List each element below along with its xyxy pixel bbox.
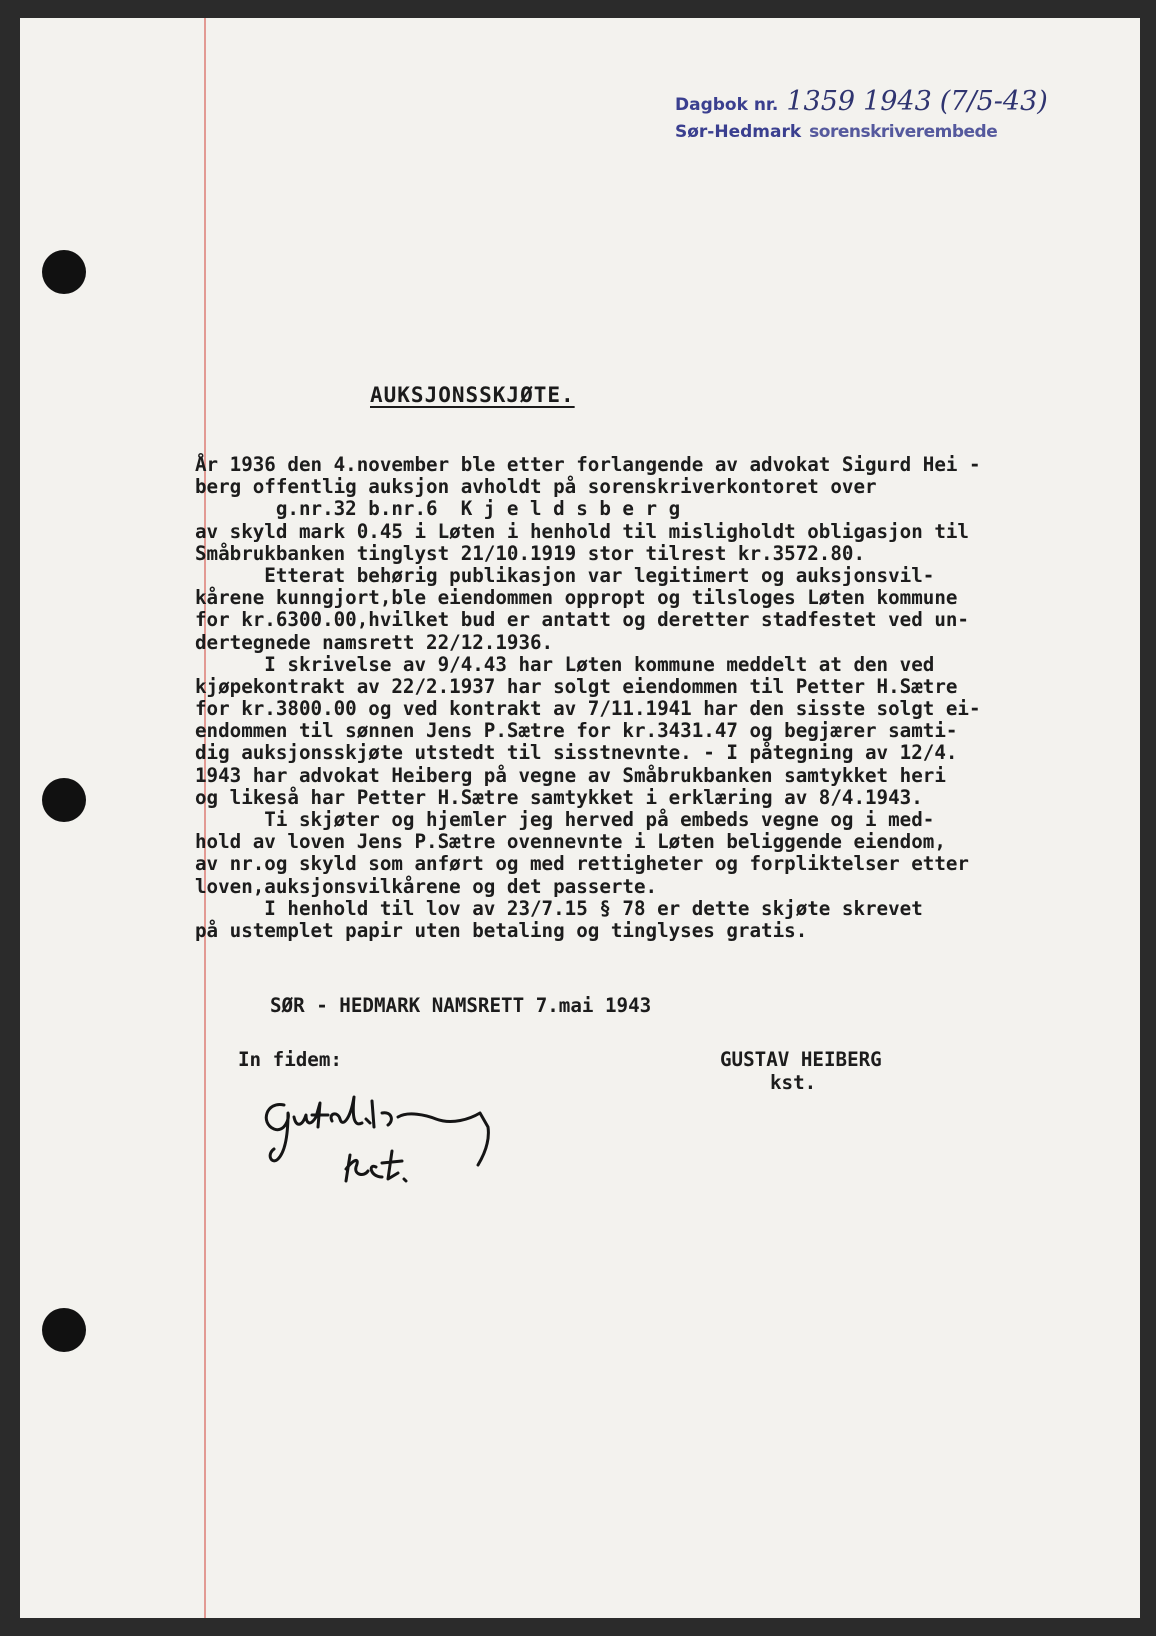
- punch-hole-top: [42, 250, 86, 294]
- punch-hole-bottom: [42, 1308, 86, 1352]
- dagbok-number: 1359: [786, 86, 856, 117]
- document-body: [195, 454, 1100, 942]
- signer-title: kst.: [770, 1071, 817, 1094]
- place-date: SØR - HEDMARK NAMSRETT 7.mai 1943: [270, 994, 652, 1017]
- body-line: År 1936 den 4.november ble etter forlangende av advokat Sigurd Hei -: [195, 453, 981, 476]
- body-line: g.nr.32 b.nr.6 K j e l d s b e r g: [195, 497, 681, 521]
- signer-name: GUSTAV HEIBERG: [720, 1048, 882, 1071]
- registry-stamp: [675, 88, 1048, 146]
- document-title: AUKSJONSSKJØTE.: [370, 383, 575, 407]
- body-line: av nr.og skyld som anført og med rettigheter og forpliktelser etter: [195, 852, 969, 876]
- document-page: [20, 18, 1140, 1618]
- body-line: hold av loven Jens P.Sætre ovennevnte i Løten beliggende eiendom,: [195, 830, 946, 854]
- stamp-date-note: (7/5-43): [939, 86, 1048, 117]
- body-line: kjøpekontrakt av 22/2.1937 har solgt eiendommen til Petter H.Sætre: [195, 674, 958, 698]
- body-line: dertegnede namsrett 22/12.1936.: [195, 630, 554, 654]
- body-line: endommen til sønnen Jens P.Sætre for kr.3431.47 og begjærer samti-: [195, 719, 958, 743]
- body-line: 1943 har advokat Heiberg på vegne av Småbrukbanken samtykket heri: [195, 763, 946, 787]
- body-line: av skyld mark 0.45 i Løten i henhold til misligholdt obligasjon til: [195, 519, 969, 543]
- body-line: berg offentlig auksjon avholdt på sorenskriverkontoret over: [195, 475, 877, 499]
- body-line: dig auksjonsskjøte utstedt til sisstnevnte. - I påtegning av 12/4.: [195, 741, 958, 765]
- body-line: I henhold til lov av 23/7.15 § 78 er dette skjøte skrevet: [195, 896, 923, 920]
- body-line: Ti skjøter og hjemler jeg herved på embeds vegne og i med-: [195, 808, 935, 831]
- office-prefix: Sør-Hedmark: [675, 122, 802, 142]
- stamp-year: 1943: [863, 86, 932, 117]
- body-line: og likeså har Petter H.Sætre samtykket i erklæring av 8/4.1943.: [195, 785, 923, 809]
- dagbok-label: Dagbok nr.: [675, 95, 779, 115]
- signer-block: [720, 1048, 882, 1094]
- body-line: på ustemplet papir uten betaling og tinglyses gratis.: [195, 918, 808, 942]
- body-line: kårene kunngjort,ble eiendommen oppropt og tilsloges Løten kommune: [195, 586, 958, 610]
- body-line: loven,auksjonsvilkårene og det passerte.: [195, 874, 658, 898]
- handwritten-signature: [258, 1093, 518, 1188]
- body-line: for kr.6300.00,hvilket bud er antatt og deretter stadfestet ved un-: [195, 608, 969, 632]
- in-fidem-label: In fidem:: [238, 1048, 342, 1071]
- office-suffix: sorenskriverembede: [809, 122, 998, 142]
- body-line: for kr.3800.00 og ved kontrakt av 7/11.1941 har den sisste solgt ei-: [195, 697, 981, 721]
- punch-hole-middle: [42, 778, 86, 822]
- body-line: Etterat behørig publikasjon var legitimert og auksjonsvil-: [195, 563, 935, 587]
- body-line: Småbrukbanken tinglyst 21/10.1919 stor tilrest kr.3572.80.: [195, 541, 866, 565]
- body-line: I skrivelse av 9/4.43 har Løten kommune meddelt at den ved: [195, 652, 935, 676]
